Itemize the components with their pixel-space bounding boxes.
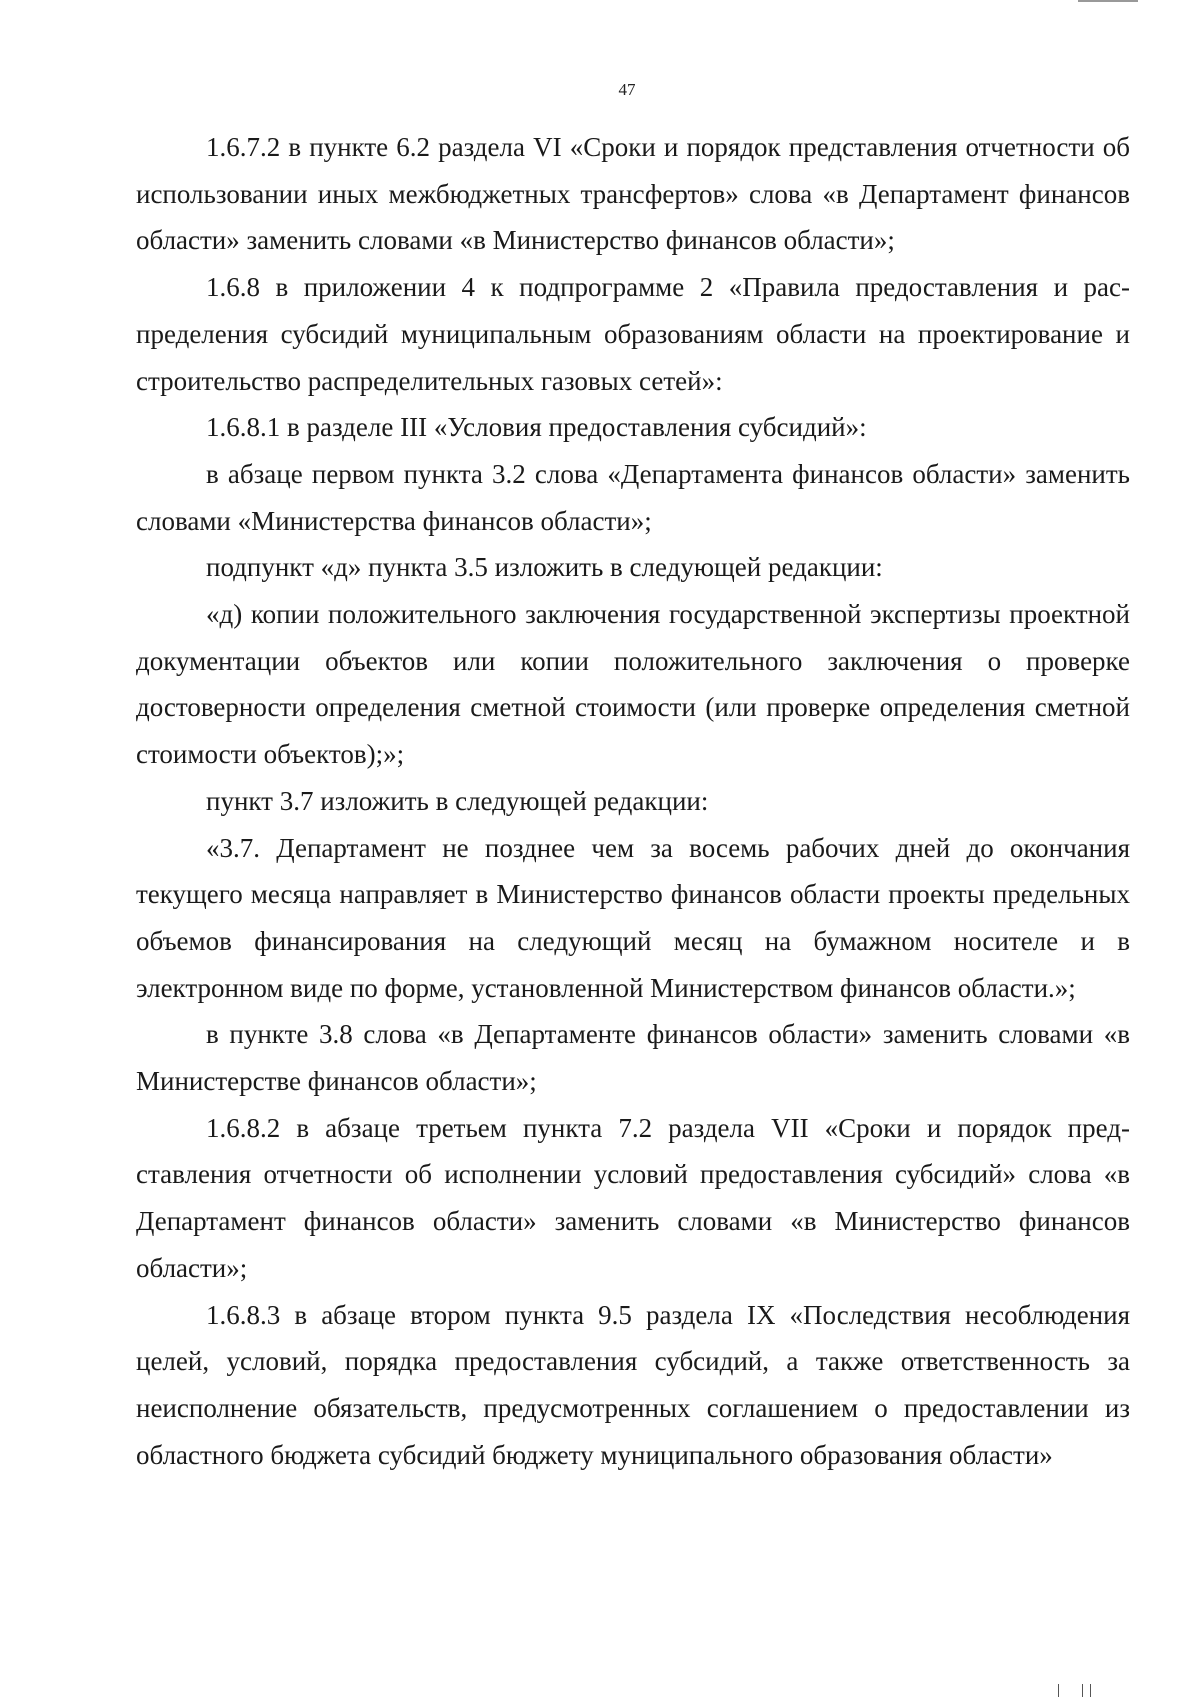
- paragraph: в абзаце первом пункта 3.2 слова «Департамента финансов области» заменить словами «Министерства финансов области»;: [136, 458, 1130, 536]
- scan-mark: [1090, 1684, 1091, 1697]
- scan-mark: [1058, 1684, 1059, 1697]
- paragraph: 1.6.7.2 в пункте 6.2 раздела VI «Сроки и порядок представления отчетности об использовании иных межбюджетных трансфертов» слова «в Департамент финансов области» заменить словами «в Министерство финансов области»;: [136, 132, 1130, 256]
- paragraph: 1.6.8.1 в разделе III «Условия предоставления субсидий»:: [206, 412, 867, 443]
- paragraph: 1.6.8.3 в абзаце втором пункта 9.5 раздела IX «Последствия несоблюдения целей, условий, порядка предоставления субсидий, а также ответственность за неисполнение обязательств, предусмотренных соглашением о предоставлении из областного бюджета субсидий бюджету муниципального образования области»: [136, 1299, 1130, 1470]
- document-body: [136, 124, 1130, 1478]
- paragraph: в пункте 3.8 слова «в Департаменте финансов области» заменить словами «в Министерстве финансов области»;: [136, 1019, 1130, 1097]
- paragraph: «д) копии положительного заключения государственной экспертизы проектной документации объектов или копии положительного заключения о проверке достоверности определения сметной стоимости (или проверке определения сметной стоимости объектов);»;: [136, 599, 1130, 770]
- paragraph: 1.6.8 в приложении 4 к подпрограмме 2 «Правила предоставления и распределения субсидий муниципальным образованиям области на проектирование и строительство распределительных газовых сетей»:: [136, 272, 1130, 396]
- scan-mark: [1078, 0, 1138, 2]
- paragraph: «3.7. Департамент не позднее чем за восемь рабочих дней до окончания текущего месяца направляет в Министерство финансов области проекты предельных объемов финансирования на следующий месяц на бумажном носителе и в электронном виде по форме, установленной Министерством финансов области.»;: [136, 832, 1130, 1003]
- paragraph: подпункт «д» пункта 3.5 изложить в следующей редакции:: [206, 552, 883, 583]
- page-number: 47: [618, 80, 636, 99]
- scan-mark: [1082, 1684, 1083, 1697]
- paragraph: 1.6.8.2 в абзаце третьем пункта 7.2 раздела VII «Сроки и порядок представления отчетности об исполнении условий предоставления субсидий» слова «в Департамент финансов области» заменить словами «в Министерство финансов области»;: [136, 1112, 1130, 1283]
- paragraph: пункт 3.7 изложить в следующей редакции:: [206, 785, 709, 816]
